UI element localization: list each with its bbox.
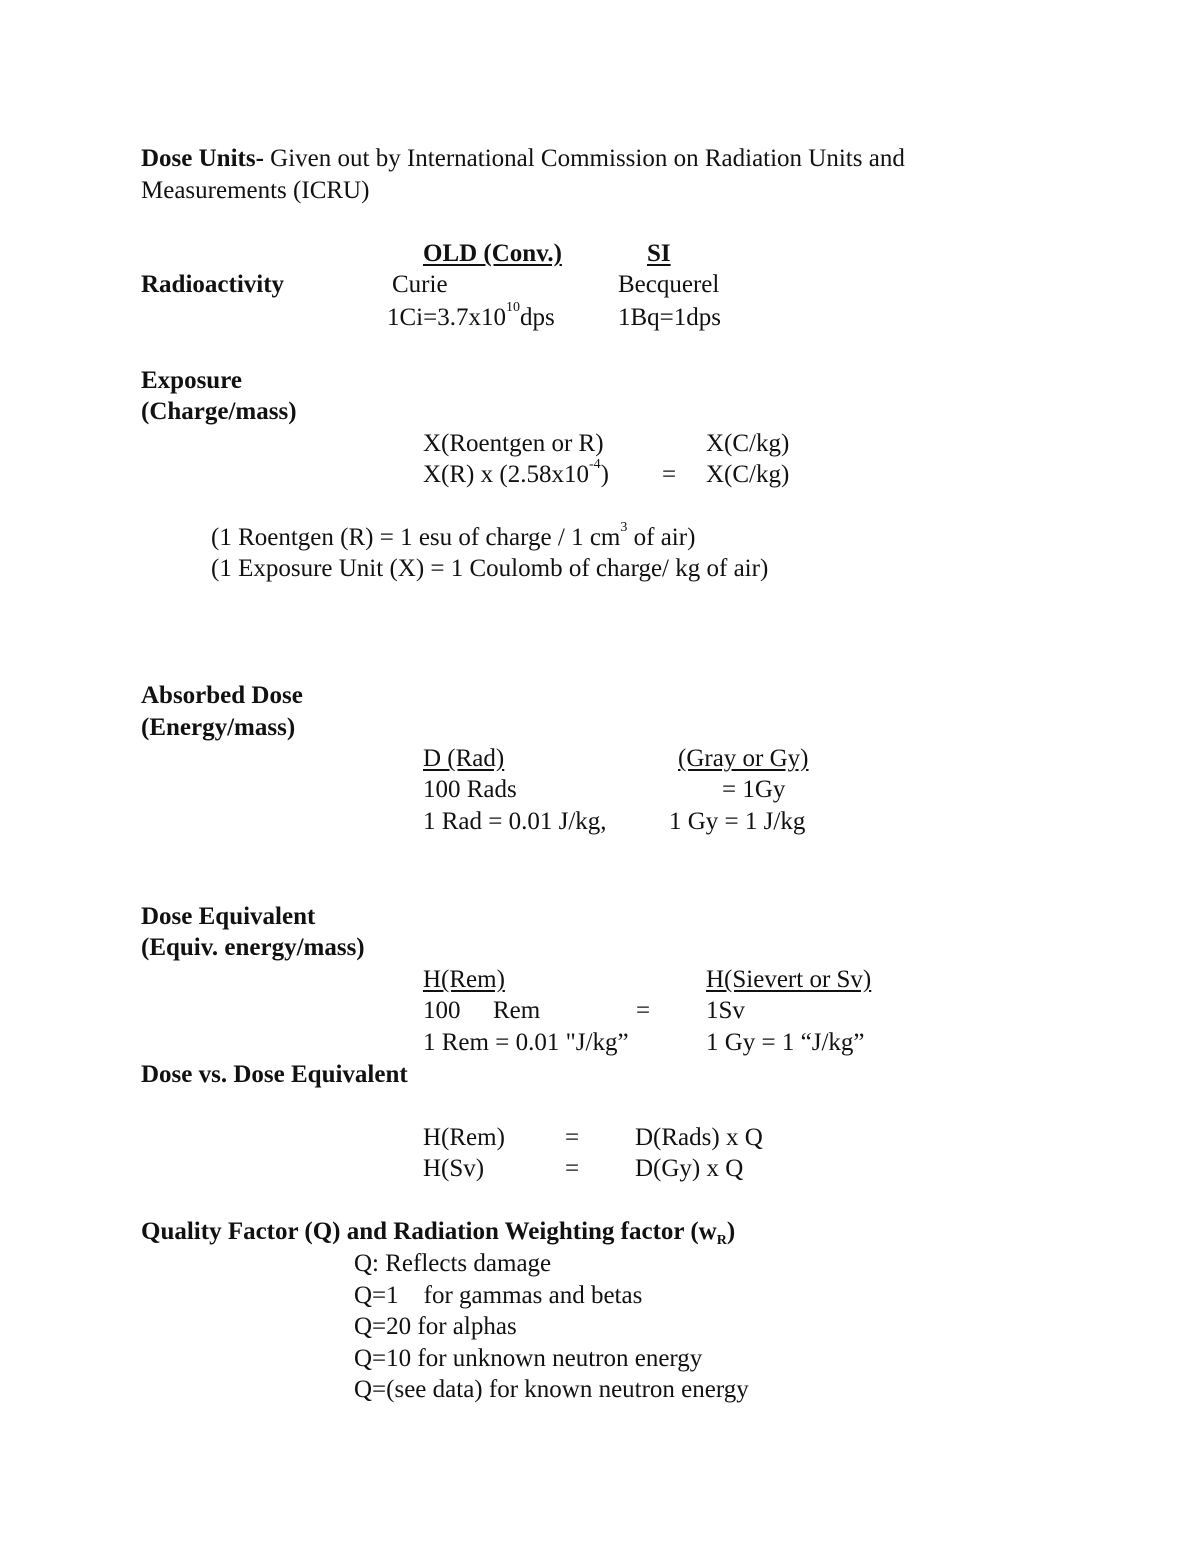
radioactivity-old-definition [387,300,555,331]
quality-item: Q=1 for gammas and betas [354,1282,643,1309]
roentgen-note-text: (1 Roentgen (R) = 1 esu of charge / 1 cm [211,524,621,551]
exposure-si-unit: X(C/kg) [706,430,790,457]
comparison-row2-left: H(Sv) [423,1155,485,1182]
equivalent-row2-si: 1 Gy = 1 “J/kg” [706,1029,865,1056]
title-line2: Measurements (ICRU) [141,177,370,204]
exposure-label: Exposure [141,367,242,394]
quality-heading-subscript: R [716,1233,727,1248]
document-title [141,146,905,171]
equivalent-row1-unit: Rem [493,997,541,1024]
equivalent-old-unit: H(Rem) [423,966,505,993]
curie-def-unit: dps [519,304,555,331]
column-header-old: OLD (Conv.) [423,240,562,267]
absorbed-row2-si: 1 Gy = 1 J/kg [669,808,806,835]
curie-def-exponent: 10 [505,300,520,315]
exposure-unit-note: (1 Exposure Unit (X) = 1 Coulomb of charge/ kg of air) [211,555,769,582]
exposure-conversion-equals: = [662,461,677,488]
comparison-row1-equals: = [565,1124,580,1151]
quality-heading-close: ) [726,1218,736,1245]
dose-equivalent-label: Dose Equivalent [141,903,316,930]
quality-heading-text: Quality Factor (Q) and Radiation Weighting factor (w [141,1218,717,1245]
absorbed-old-unit: D (Rad) [423,745,505,772]
radioactivity-si-definition: 1Bq=1dps [618,304,722,331]
roentgen-note-tail: of air) [627,524,696,551]
column-header-si: SI [647,240,671,267]
exposure-conv-base: X(R) x (2.58x10 [423,461,589,488]
title-rest: Given out by International Commission on Radiation Units and [263,145,905,172]
quality-item: Q=20 for alphas [354,1313,517,1340]
curie-def-base: 1Ci=3.7x10 [387,304,506,331]
absorbed-dose-label: Absorbed Dose [141,682,303,709]
quality-item: Q: Reflects damage [354,1250,552,1277]
equivalent-si-unit: H(Sievert or Sv) [706,966,872,993]
equivalent-row1-equals: = [636,997,651,1024]
radioactivity-si-unit: Becquerel [618,271,720,298]
quality-factor-heading [141,1218,736,1248]
exposure-sublabel: (Charge/mass) [141,398,297,425]
radioactivity-old-unit: Curie [392,271,448,298]
exposure-conversion-si: X(C/kg) [706,461,790,488]
quality-item: Q=10 for unknown neutron energy [354,1345,703,1372]
exposure-conversion [423,457,609,488]
equivalent-row2-old: 1 Rem = 0.01 "J/kg” [423,1029,629,1056]
dose-vs-equivalent-label: Dose vs. Dose Equivalent [141,1061,408,1088]
equivalent-row1-si: 1Sv [706,997,745,1024]
exposure-conv-close: ) [600,461,609,488]
title-bold: Dose Units- [141,145,264,172]
radioactivity-label: Radioactivity [141,271,285,298]
absorbed-row1-old: 100 Rads [423,776,517,803]
comparison-row1-left: H(Rem) [423,1124,505,1151]
dose-equivalent-sublabel: (Equiv. energy/mass) [141,934,365,961]
comparison-row2-right: D(Gy) x Q [635,1155,744,1182]
comparison-row1-right: D(Rads) x Q [635,1124,763,1151]
absorbed-si-unit: (Gray or Gy) [678,745,809,772]
absorbed-row2-old: 1 Rad = 0.01 J/kg, [423,808,607,835]
roentgen-note [211,520,696,551]
exposure-conv-exponent: -4 [588,457,601,472]
quality-item: Q=(see data) for known neutron energy [354,1376,749,1403]
comparison-row2-equals: = [565,1155,580,1182]
absorbed-dose-sublabel: (Energy/mass) [141,714,296,741]
exposure-old-unit: X(Roentgen or R) [423,430,604,457]
absorbed-row1-si: = 1Gy [722,776,786,803]
equivalent-row1-number: 100 [423,997,461,1024]
roentgen-note-exponent: 3 [620,520,628,535]
